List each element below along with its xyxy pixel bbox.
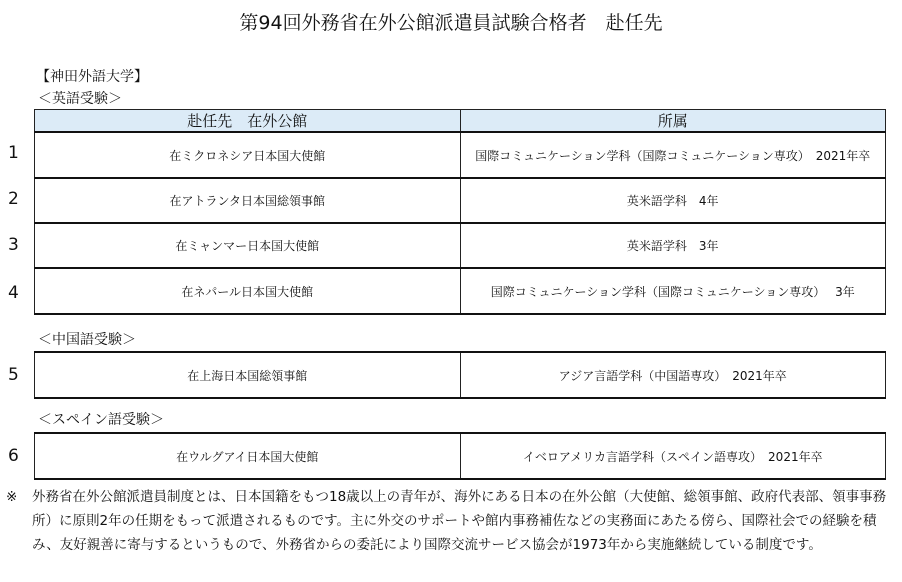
- table-row: [35, 433, 886, 479]
- table-row: [35, 132, 886, 178]
- post-cell: 在ネパール日本国大使館: [35, 268, 461, 314]
- page-title: 第94回外務省在外公館派遣員試験合格者 赴任先: [239, 12, 663, 34]
- row-number: 3: [8, 235, 19, 255]
- footnote: [6, 485, 896, 557]
- row-number: 6: [8, 446, 19, 466]
- post-cell: 在ミャンマー日本国大使館: [35, 223, 461, 268]
- column-header-affiliation: 所属: [460, 110, 886, 133]
- post-cell: 在上海日本国総領事館: [35, 352, 461, 398]
- chinese-table: [34, 351, 886, 399]
- post-cell: 在ウルグアイ日本国大使館: [35, 433, 461, 479]
- row-number: 2: [8, 189, 19, 209]
- section-heading-spanish: ＜スペイン語受験＞: [38, 412, 164, 428]
- section-heading-english: ＜英語受験＞: [38, 91, 122, 107]
- table-row: [35, 223, 886, 268]
- spanish-table: [34, 432, 886, 480]
- post-cell: 在アトランタ日本国総領事館: [35, 178, 461, 223]
- affiliation-cell: 英米語学科 4年: [460, 178, 886, 223]
- row-number: 4: [8, 283, 19, 303]
- column-header-post: 赴任先 在外公館: [35, 110, 461, 133]
- affiliation-cell: 国際コミュニケーション学科（国際コミュニケーション専攻） 3年: [460, 268, 886, 314]
- affiliation-cell: イベロアメリカ言語学科（スペイン語専攻） 2021年卒: [460, 433, 886, 479]
- note-text: 外務省在外公館派遣員制度とは、日本国籍をもつ18歳以上の青年が、海外にある日本の在外公館（大使館、総領事館、政府代表部、領事事務所）に原則2年の任期をもって派遣されるものです。主に外交のサポートや館内事務補佐などの実務面にあたる傍ら、国際社会での経験を積み、友好親善に寄与するというもので、外務省からの委託により国際交流サービス協会が1973年から実施継続している制度です。: [32, 489, 887, 553]
- table-row: [35, 178, 886, 223]
- section-heading-chinese: ＜中国語受験＞: [38, 332, 136, 348]
- row-number: 1: [8, 143, 19, 163]
- table-row: [35, 352, 886, 398]
- row-number: 5: [8, 365, 19, 385]
- note-mark: ※: [6, 489, 18, 505]
- english-table: [34, 109, 886, 315]
- post-cell: 在ミクロネシア日本国大使館: [35, 132, 461, 178]
- affiliation-cell: 英米語学科 3年: [460, 223, 886, 268]
- table-row: [35, 268, 886, 314]
- affiliation-cell: アジア言語学科（中国語専攻） 2021年卒: [460, 352, 886, 398]
- affiliation-cell: 国際コミュニケーション学科（国際コミュニケーション専攻） 2021年卒: [460, 132, 886, 178]
- university-label: 【神田外語大学】: [36, 69, 148, 85]
